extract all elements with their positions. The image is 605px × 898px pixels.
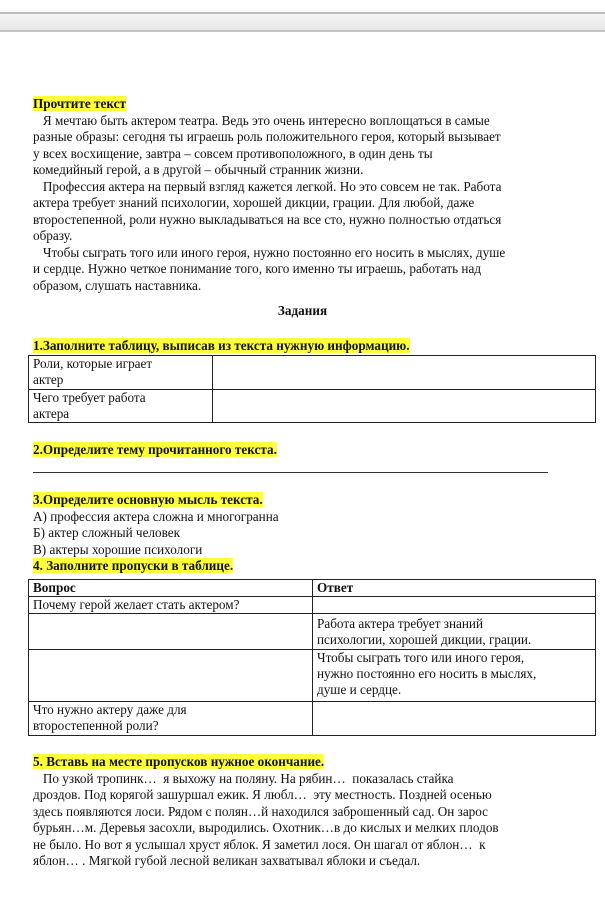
task3-title: 3.Определите основную мысль текста. [33,492,263,507]
answer-cell[interactable] [313,597,596,614]
text-line: Я мечтаю быть актером театра. Ведь это очень интересно воплощаться в самые [33,112,490,128]
task3 [33,492,279,575]
task1-title: 1.Заполните таблицу, выписав из текста нужную информацию. [33,338,410,353]
option-b[interactable]: Б) актер сложный человек [33,525,181,540]
text-line: и сердце. Нужно четкое понимание того, кого именно ты играешь, работать над [33,261,482,276]
task5 [33,754,499,870]
option-c[interactable]: В) актеры хорошие психологи [33,541,203,557]
text-line: разные образы: сегодня ты играешь роль положительного героя, который вызывает [33,129,501,144]
task1-table [28,355,596,423]
text-line: бурьян…м. Деревья засохли, выродились. Охотник…в до кислых и мелких плодов [33,820,499,835]
window-toolbar [0,12,605,32]
answer-cell[interactable] [213,390,596,423]
answer-cell: Чтобы сыграть того или иного героя, нужно постоянно его носить в мыслях, душе и сердце. [313,650,596,702]
question-cell[interactable] [29,650,313,702]
tasks-title: Задания [277,303,328,318]
table-row [29,390,596,423]
text-line: дроздов. Под корягой зашуршал ежик. Я любл… эту местность. Поздней осенью [33,787,492,802]
text-line: актера требует знаний психологии, хорошей дикции, грации. Для любой, даже [33,195,475,210]
question-cell: Почему герой желает стать актером? [29,597,313,614]
text-line: По узкой тропинк… я выхожу на поляну. На рябин… показалась стайка [33,770,454,786]
answer-cell: Работа актера требует знаний психологии, хорошей дикции, грации. [313,614,596,650]
option-a[interactable]: А) профессия актера сложна и многогранна [33,508,279,524]
table-row [29,597,596,614]
question-cell: Что нужно актеру даже для второстепенной роли? [29,702,313,736]
text-line: Профессия актера на первый взгляд кажется легкой. Но это совсем не так. Работа [33,178,502,194]
answer-cell[interactable] [213,356,596,390]
table-header [29,580,596,597]
question-cell[interactable] [29,614,313,650]
text-line: у всех восхищение, завтра – совсем противоположного, в один день ты [33,145,433,161]
table-row [29,356,596,390]
task4-table [28,579,596,736]
reading-text [33,113,505,295]
answer-line[interactable] [33,472,548,473]
table-cell: Роли, которые играет актер [29,356,213,390]
task5-title: 5. Вставь на месте пропусков нужное окончание. [33,754,325,769]
header-answer: Ответ [313,580,596,597]
text-line: второстепенной, роли нужно выкладываться на все сто, нужно полностью отдаться [33,211,502,227]
reading-section [33,96,505,294]
text-line: здесь появляются лоси. Рядом с полян…й находился заброшенный сад. Он зарос [33,803,489,819]
task5-text [33,771,499,870]
table-cell: Чего требует работа актера [29,390,213,423]
answer-cell[interactable] [313,702,596,736]
text-line: Чтобы сыграть того или иного героя, нужно постоянно его носить в мыслях, душе [33,244,506,260]
table-row [29,702,596,736]
header-question: Вопрос [29,580,313,597]
task4-title: 4. Заполните пропуски в таблице. [33,558,234,573]
table-row [29,650,596,702]
task2-title: 2.Определите тему прочитанного текста. [33,442,277,457]
text-line: образу. [33,228,73,243]
reading-title: Прочтите текст [33,96,126,111]
table-row [29,614,596,650]
text-line: не было. Но вот я услышал хруст яблок. Я заметил лося. Он шагал от яблон… к [33,836,486,852]
text-line: образом, слушать наставника. [33,277,202,293]
text-line: комедийный герой, а в другой – обычный странник жизни. [33,162,364,177]
text-line: яблон… . Мягкой губой лесной великан захватывал яблоки и съедал. [33,853,421,868]
